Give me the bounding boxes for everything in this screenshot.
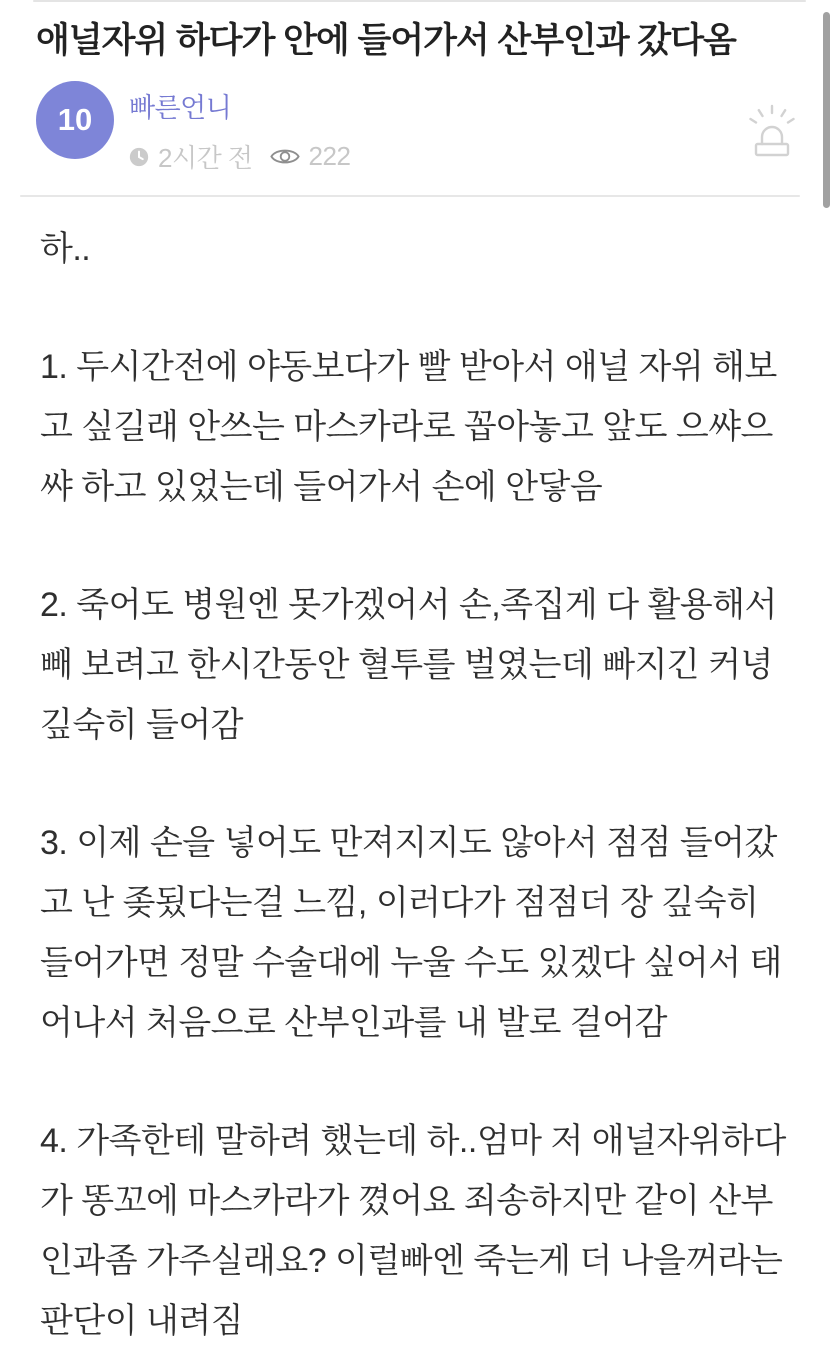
siren-icon[interactable] [749, 104, 795, 160]
scrollbar[interactable] [823, 12, 830, 208]
post-body [0, 197, 835, 1351]
view-count: 222 [308, 141, 351, 171]
clock-icon [129, 147, 149, 167]
eye-icon [253, 146, 300, 167]
avatar-level: 10 [57, 102, 93, 137]
avatar[interactable] [36, 81, 114, 159]
post-paragraph: 하.. [40, 230, 91, 268]
username[interactable]: 빠른언니 [129, 93, 232, 123]
post-meta [129, 138, 350, 175]
author-info [129, 81, 350, 175]
post-title: 애널자위 하다가 안에 들어가서 산부인과 갔다옴 [36, 21, 736, 60]
post-paragraph: 1. 두시간전에 야동보다가 빨 받아서 애널 자위 해보고 싶길래 안쓰는 마스카라로 꼽아놓고 앞도 으쌰으쌰 하고 있었는데 들어가서 손에 안닿음 [40, 348, 777, 506]
post-paragraph: 4. 가족한테 말하려 했는데 하..엄마 저 애널자위하다가 똥꼬에 마스카라가 꼈어요 죄송하지만 같이 산부인과좀 가주실래요? 이럴빠엔 죽는게 더 나을꺼라는 판단이 내려짐 [40, 1122, 786, 1340]
author-row [36, 81, 802, 175]
post-header [0, 0, 835, 175]
post-paragraph: 3. 이제 손을 넣어도 만져지지도 않아서 점점 들어갔고 난 좆됬다는걸 느낌, 이러다가 점점더 장 깊숙히 들어가면 정말 수술대에 누울 수도 있겠다 싶어서 태어나서 처음으로 산부인과를 내 발로 걸어감 [40, 824, 782, 1042]
post-time: 2시간 전 [158, 143, 253, 173]
top-divider [33, 0, 806, 2]
post-paragraph: 2. 죽어도 병원엔 못가겠어서 손,족집게 다 활용해서 빼 보려고 한시간동안 혈투를 벌였는데 빠지긴 커녕 깊숙히 들어감 [40, 586, 777, 744]
